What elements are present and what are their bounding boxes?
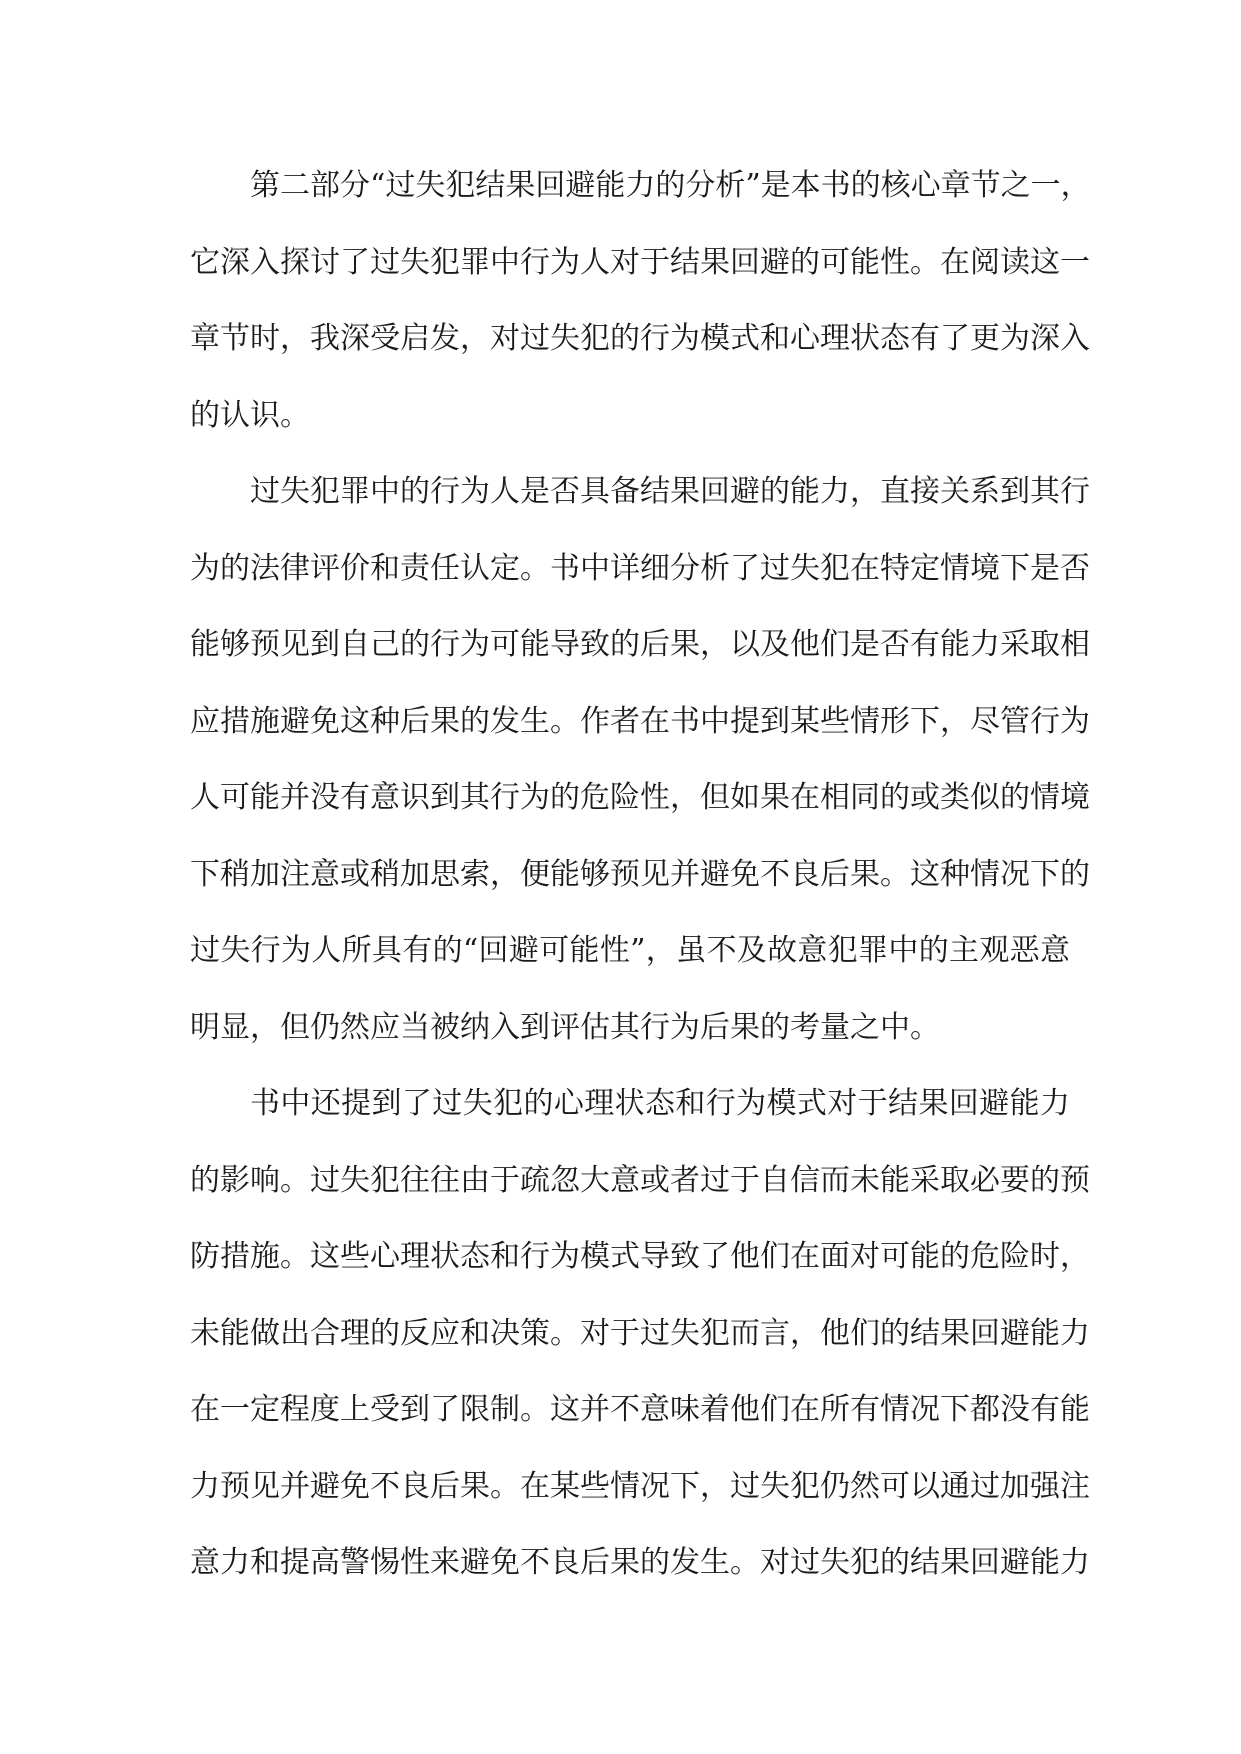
paragraph-line: 的认识。 [190, 397, 310, 433]
paragraph-line: 明显，但仍然应当被纳入到评估其行为后果的考量之中。 [190, 1009, 940, 1045]
paragraph-line: 过失行为人所具有的“回避可能性”，虽不及故意犯罪中的主观恶意 [190, 933, 1070, 968]
paragraph-3 [190, 1066, 1090, 1602]
paragraph-line: 应措施避免这种后果的发生。作者在书中提到某些情形下，尽管行为 [190, 703, 1090, 739]
paragraph-line: 在一定程度上受到了限制。这并不意味着他们在所有情况下都没有能 [190, 1392, 1090, 1427]
paragraph-line: 意力和提高警惕性来避免不良后果的发生。对过失犯的结果回避能力 [190, 1545, 1090, 1580]
paragraph-line: 过失犯罪中的行为人是否具备结果回避的能力，直接关系到其行 [250, 474, 1090, 509]
paragraph-line: 它深入探讨了过失犯罪中行为人对于结果回避的可能性。在阅读这一 [190, 244, 1090, 280]
paragraph-1 [190, 148, 1091, 454]
paragraph-line: 书中还提到了过失犯的心理状态和行为模式对于结果回避能力 [250, 1086, 1070, 1121]
paragraph-line: 未能做出合理的反应和决策。对于过失犯而言，他们的结果回避能力 [190, 1315, 1090, 1351]
paragraph-line: 防措施。这些心理状态和行为模式导致了他们在面对可能的危险时， [190, 1239, 1090, 1274]
paragraph-line: 人可能并没有意识到其行为的危险性，但如果在相同的或类似的情境 [190, 780, 1090, 815]
paragraph-2 [190, 454, 1090, 1066]
paragraph-line: 章节时，我深受启发，对过失犯的行为模式和心理状态有了更为深入 [190, 321, 1090, 356]
paragraph-line: 的影响。过失犯往往由于疏忽大意或者过于自信而未能采取必要的预 [190, 1162, 1090, 1198]
paragraph-line: 第二部分“过失犯结果回避能力的分析”是本书的核心章节之一， [250, 168, 1091, 203]
paragraph-line: 力预见并避免不良后果。在某些情况下，过失犯仍然可以通过加强注 [190, 1468, 1090, 1504]
paragraph-line: 为的法律评价和责任认定。书中详细分析了过失犯在特定情境下是否 [190, 550, 1090, 586]
body-text [190, 148, 1091, 1602]
paragraph-line: 下稍加注意或稍加思索，便能够预见并避免不良后果。这种情况下的 [190, 856, 1090, 892]
paragraph-line: 能够预见到自己的行为可能导致的后果，以及他们是否有能力采取相 [190, 627, 1090, 662]
